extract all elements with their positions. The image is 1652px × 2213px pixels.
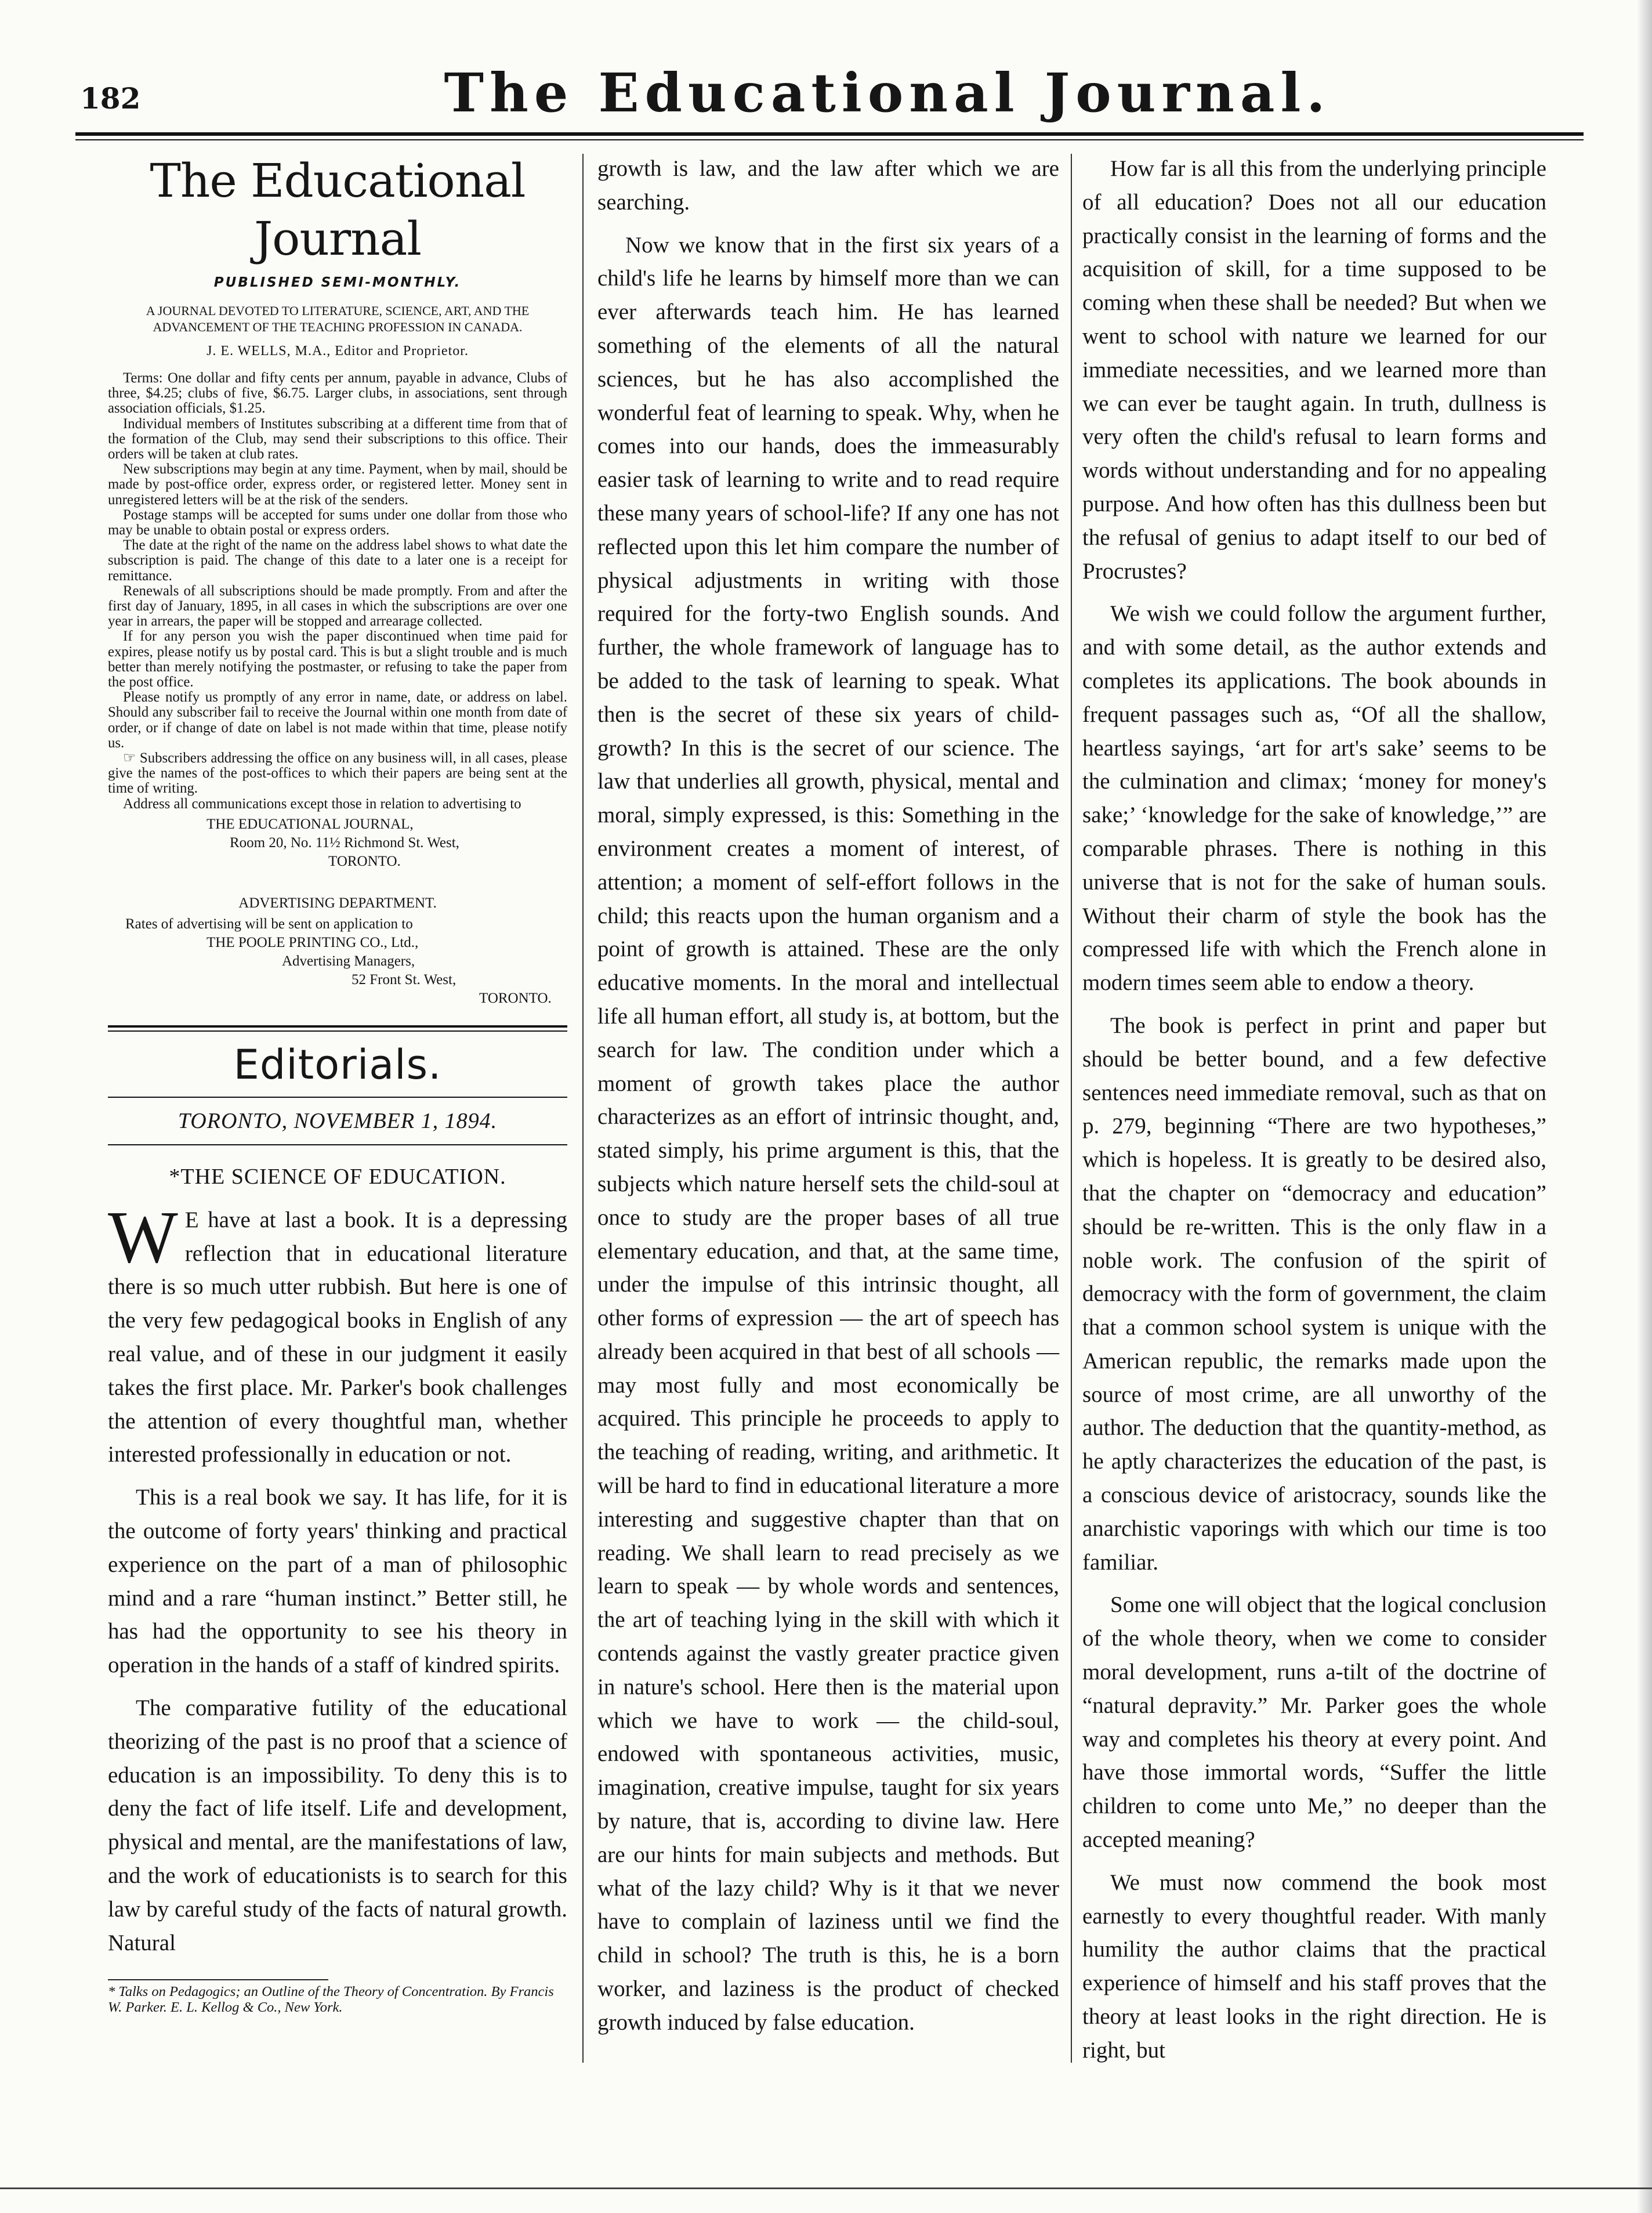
advertising-company: THE POOLE PRINTING CO., Ltd., xyxy=(206,934,419,950)
advertising-block xyxy=(108,915,567,1008)
terms-paragraph: If for any person you wish the paper discontinued when time paid for expires, please notify us by postal card. This is but a slight trouble and is much better than merely notifying the postmaster, or refusing to take the paper from the post office. xyxy=(108,628,567,690)
address-line: Room 20, No. 11½ Richmond St. West, xyxy=(230,834,459,851)
advertising-line: Rates of advertising will be sent on application to xyxy=(125,916,413,932)
address-name: THE EDUCATIONAL JOURNAL, xyxy=(206,816,414,832)
advertising-city: TORONTO. xyxy=(479,990,552,1006)
terms-paragraph: Renewals of all subscriptions should be made promptly. From and after the first day of January, 1895, in all cases in which the subscriptions are over one year in arrears, the paper will be stopped and arrearage collected. xyxy=(108,583,567,630)
article-paragraph: We wish we could follow the argument further, and with some detail, as the author extends and completes its applications. The book abounds in frequent passages such as, “Of all the shallow, heartless sayings, ‘art for art's sake’ seems to be the culmination and climax; ‘money for money's sake;’ ‘knowledge for the sake of knowledge,’” are comparable phrases. There is nothing in this universe that is not for the sake of human souls. Without their charm of style the book has the compressed life with which the French alone in modern times seem able to endow a theory. xyxy=(1082,601,1546,996)
header-rule xyxy=(75,132,1584,140)
journal-address xyxy=(108,815,567,871)
footnote: * Talks on Pedagogics; an Outline of the Theory of Concentration. By Francis W. Parker. E. L. Kellog & Co., New York. xyxy=(108,1984,554,2016)
article-paragraph: growth is law, and the law after which we are searching. xyxy=(597,156,1059,215)
bottom-rule xyxy=(0,2187,1652,2189)
masthead-title: The Educational Journal xyxy=(150,154,526,266)
article-paragraph: Now we know that in the first six years of a child's life he learns by himself more than we can ever afterwards teach him. He has learned something of the elements of all the natural sciences, but he has also accomplished the wonderful feat of learning to speak. Why, when he comes into our hands, does the immeasurably easier task of learning to write and to read require these many years of school-life? If any one has not reflected upon this let him compare the number of physical adjustments in writing with those required for the forty-two English sounds. And further, the whole framework of language has to be added to the task of learning to speak. What then is the secret of these six years of child-growth? In this is the secret of our science. The law that underlies all growth, physical, mental and moral, simply expressed, is this: Something in the environment creates a moment of interest, of attention; a moment of self-effort follows in the child; this reacts upon the human organism and a point of growth is attained. These are the only educative moments. In the moral and intellectual life all human effort, all study is, at bottom, but the search for law. The condition under which a moment of growth takes place the author characterizes as an effort of intrinsic thought, and, stated simply, his prime argument is this, that the subjects which nature herself sets the child-soul at once to study are the proper bases of all true elementary education, and that, at the same time, under the impulse of this intrinsic thought, all other forms of expression — the art of speech has already been acquired in that best of all schools — may most fully and most economically be acquired. This principle he proceeds to apply to the teaching of reading, writing, and arithmetic. It will be hard to find in educational literature a more interesting and suggestive chapter than that on reading. We shall learn to read precisely as we learn to speak — by whole words and sentences, the art of teaching lying in the skill with which it contends against the vastly greater practice given in nature's school. Here then is the material upon which we have to work — the child-soul, endowed with spontaneous activities, music, imagination, creative impulse, taught for six years by nature, that is, according to divine law. Here are our hints for main subjects and methods. But what of the lazy child? Why is it that we never have to complain of laziness until we find the child in school? The truth is this, he is a born worker, and laziness is the product of checked growth induced by false education. xyxy=(597,232,1059,2035)
column-2 xyxy=(597,152,1059,2049)
column-1 xyxy=(108,152,567,2015)
terms-block xyxy=(108,371,567,812)
footnote-rule xyxy=(108,1979,328,1980)
terms-paragraph: Terms: One dollar and fifty cents per annum, payable in advance, Clubs of three, $4.25; clubs of five, $6.75. Larger clubs, in associations, sent through association officials, $1.25. xyxy=(108,370,567,417)
terms-paragraph: Address all communications except those in relation to advertising to xyxy=(123,795,521,812)
thin-rule xyxy=(108,1097,567,1098)
article-paragraph: The book is perfect in print and paper but should be better bound, and a few defective sentences need immediate removal, such as that on p. 279, beginning “There are two hypotheses,” which is hopeless. It is greatly to be desired also, that the chapter on “democracy and education” should be re-written. This is the only flaw in a noble work. The confusion of the spirit of democracy with the form of government, the claim that a common school system is unique with the American republic, the remarks made upon the source of most crime, are all unworthy of the author. The deduction that the quantity-method, as he aptly characterizes the education of the past, is a conscious device of aristocracy, sounds like the anarchistic vaporings with which our time is too familiar. xyxy=(1082,1013,1546,1575)
article-title: *THE SCIENCE OF EDUCATION. xyxy=(169,1164,506,1189)
terms-paragraph: Postage stamps will be accepted for sums under one dollar from those who may be unable to obtain postal or express orders. xyxy=(108,507,567,538)
article-paragraph: W E have at last a book. It is a depressing reflection that in educational literature there is so much utter rubbish. But here is one of the very few pedagogical books in English of any real value, and of these in our judgment it easily takes the first place. Mr. Parker's book challenges the attention of every thoughtful man, whether interested professionally in education or not. xyxy=(108,1195,567,1467)
advertising-heading: ADVERTISING DEPARTMENT. xyxy=(238,895,437,911)
masthead-description: A JOURNAL DEVOTED TO LITERATURE, SCIENCE, ART, AND THE ADVANCEMENT OF THE TEACHING PROFESSION IN CANADA. xyxy=(146,303,530,334)
terms-paragraph: New subscriptions may begin at any time. Payment, when by mail, should be made by post-office order, express order, or registered letter. Money sent in unregistered letters will be at the risk of the senders. xyxy=(108,461,567,508)
article-paragraph: How far is all this from the underlying principle of all education? Does not all our education practically consist in the learning of forms and the acquisition of skill, for a time supposed to be coming when these shall be needed? But when we went to school with nature we learned for our immediate necessities, and we learned more than we can ever be taught again. In truth, dullness is very often the child's refusal to learn forms and words without understanding and for no appealing purpose. And how often has this dullness been but the refusal of genius to adapt itself to our bed of Procrustes? xyxy=(1082,156,1546,584)
drop-cap: W xyxy=(108,1195,178,1278)
article-paragraph: We must now commend the book most earnestly to every thoughtful reader. With manly humility the author claims that the practical experience of himself and his staff proves that the theory at least looks in the right direction. He is right, but xyxy=(1082,1870,1546,2063)
article-paragraph: This is a real book we say. It has life, for it is the outcome of forty years' thinking and practical experience on the part of a man of philosophic mind and a rare “human instinct.” Better still, he has had the opportunity to see his theory in operation in the hands of a staff of kindred spirits. xyxy=(108,1485,567,1678)
page-number: 182 xyxy=(80,81,141,115)
address-city: TORONTO. xyxy=(328,853,401,869)
article-paragraph: The comparative futility of the educational theorizing of the past is no proof that a science of education is an impossibility. To deny this is to deny the fact of life itself. Life and development, physical and mental, are the manifestations of law, and the work of educationists is to search for this law by careful study of the facts of natural growth. Natural xyxy=(108,1695,567,1955)
column-divider-1 xyxy=(582,154,584,2063)
column-divider-2 xyxy=(1071,154,1072,2063)
editor-line: J. E. WELLS, M.A., Editor and Proprietor. xyxy=(206,343,469,359)
column-3 xyxy=(1082,152,1546,2077)
editorials-heading: Editorials. xyxy=(233,1040,442,1089)
terms-paragraph: ☞ Subscribers addressing the office on any business will, in all cases, please give the names of the post-offices to which their papers are being sent at the time of writing. xyxy=(108,750,567,797)
masthead-subtitle: PUBLISHED SEMI-MONTHLY. xyxy=(213,275,462,290)
advertising-street: 52 Front St. West, xyxy=(352,971,457,988)
section-rule xyxy=(108,1025,567,1032)
scan-edge xyxy=(1637,0,1652,2213)
dateline: TORONTO, NOVEMBER 1, 1894. xyxy=(177,1108,498,1133)
advertising-role: Advertising Managers, xyxy=(282,953,415,969)
page-header xyxy=(75,62,1584,140)
thin-rule xyxy=(108,1144,567,1145)
terms-paragraph: Individual members of Institutes subscribing at a different time from that of the formation of the Club, may send their subscriptions to this office. Their orders will be taken at club rates. xyxy=(108,415,567,462)
article-paragraph: Some one will object that the logical conclusion of the whole theory, when we come to consider moral development, runs a-tilt of the doctrine of “natural depravity.” Mr. Parker goes the whole way and completes his theory at every point. And have those immortal words, “Suffer the little children to come unto Me,” no deeper than the accepted meaning? xyxy=(1082,1592,1546,1853)
terms-paragraph: Please notify us promptly of any error in name, date, or address on label. Should any subscriber fail to receive the Journal within one month from date of order, or if change of date on label is not made within that time, please notify us. xyxy=(108,689,567,751)
running-title: The Educational Journal. xyxy=(444,62,1331,124)
terms-paragraph: The date at the right of the name on the address label shows to what date the subscription is paid. The change of this date to a later one is a receipt for remittance. xyxy=(108,537,567,584)
